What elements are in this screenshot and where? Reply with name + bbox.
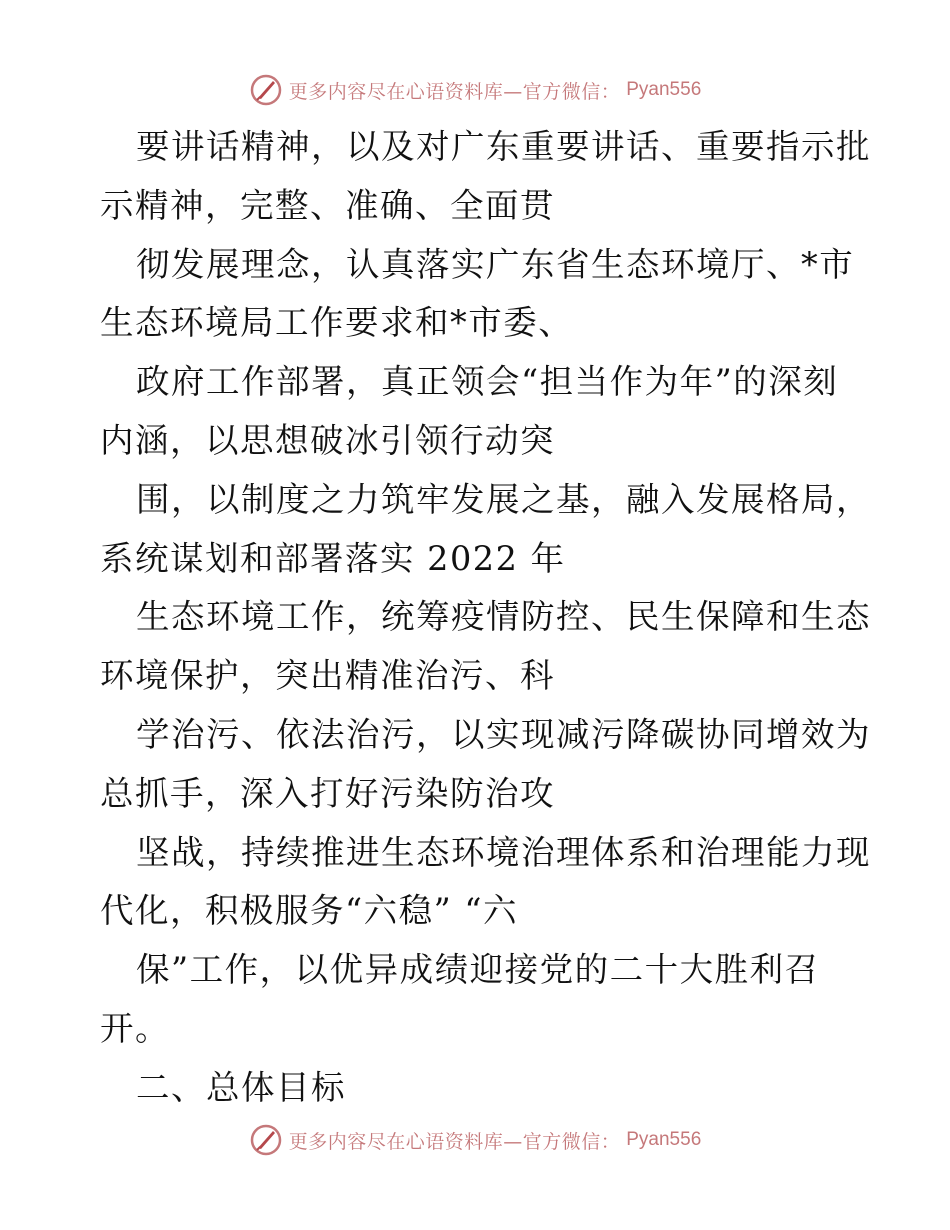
document-body bbox=[100, 118, 871, 1118]
paragraph-line: 示精神，完整、准确、全面贯 bbox=[100, 185, 555, 225]
quill-logo-icon bbox=[249, 1123, 283, 1157]
paragraph-line: 保”工作，以优异成绩迎接党的二十大胜利召 bbox=[136, 950, 820, 990]
watermark-wechat-id: Pyan556 bbox=[626, 79, 702, 100]
footer-watermark bbox=[0, 1120, 950, 1160]
watermark-text: 更多内容尽在心语资料库—官方微信： bbox=[288, 1130, 621, 1153]
paragraph-line: 生态环境局工作要求和*市委、 bbox=[100, 303, 574, 343]
paragraph-line: 开。 bbox=[100, 1008, 170, 1048]
paragraph-line: 学治污、依法治污，以实现减污降碳协同增效为 bbox=[136, 714, 871, 754]
watermark-text: 更多内容尽在心语资料库—官方微信： bbox=[288, 80, 621, 103]
section-heading: 二、总体目标 bbox=[136, 1067, 346, 1107]
paragraph-line: 内涵，以思想破冰引领行动突 bbox=[100, 420, 555, 460]
paragraph-line: 系统谋划和部署落实 2022 年 bbox=[100, 538, 566, 578]
paragraph-line: 生态环境工作，统筹疫情防控、民生保障和生态 bbox=[136, 597, 871, 637]
paragraph-line: 围，以制度之力筑牢发展之基，融入发展格局， bbox=[136, 479, 871, 519]
watermark-wechat-id: Pyan556 bbox=[626, 1129, 702, 1150]
paragraph-line: 政府工作部署，真正领会“担当作为年”的深刻 bbox=[136, 362, 839, 402]
paragraph-line: 要讲话精神，以及对广东重要讲话、重要指示批 bbox=[136, 127, 871, 166]
paragraph-line: 代化，积极服务“六稳” “六 bbox=[100, 891, 519, 931]
paragraph-line: 坚战，持续推进生态环境治理体系和治理能力现 bbox=[136, 832, 871, 872]
paragraph-line: 总抓手，深入打好污染防治攻 bbox=[100, 773, 555, 813]
header-watermark bbox=[0, 70, 950, 110]
paragraph-line: 彻发展理念，认真落实广东省生态环境厅、*市 bbox=[136, 244, 855, 284]
paragraph-line: 环境保护，突出精准治污、科 bbox=[100, 656, 555, 696]
quill-logo-icon bbox=[249, 73, 283, 107]
